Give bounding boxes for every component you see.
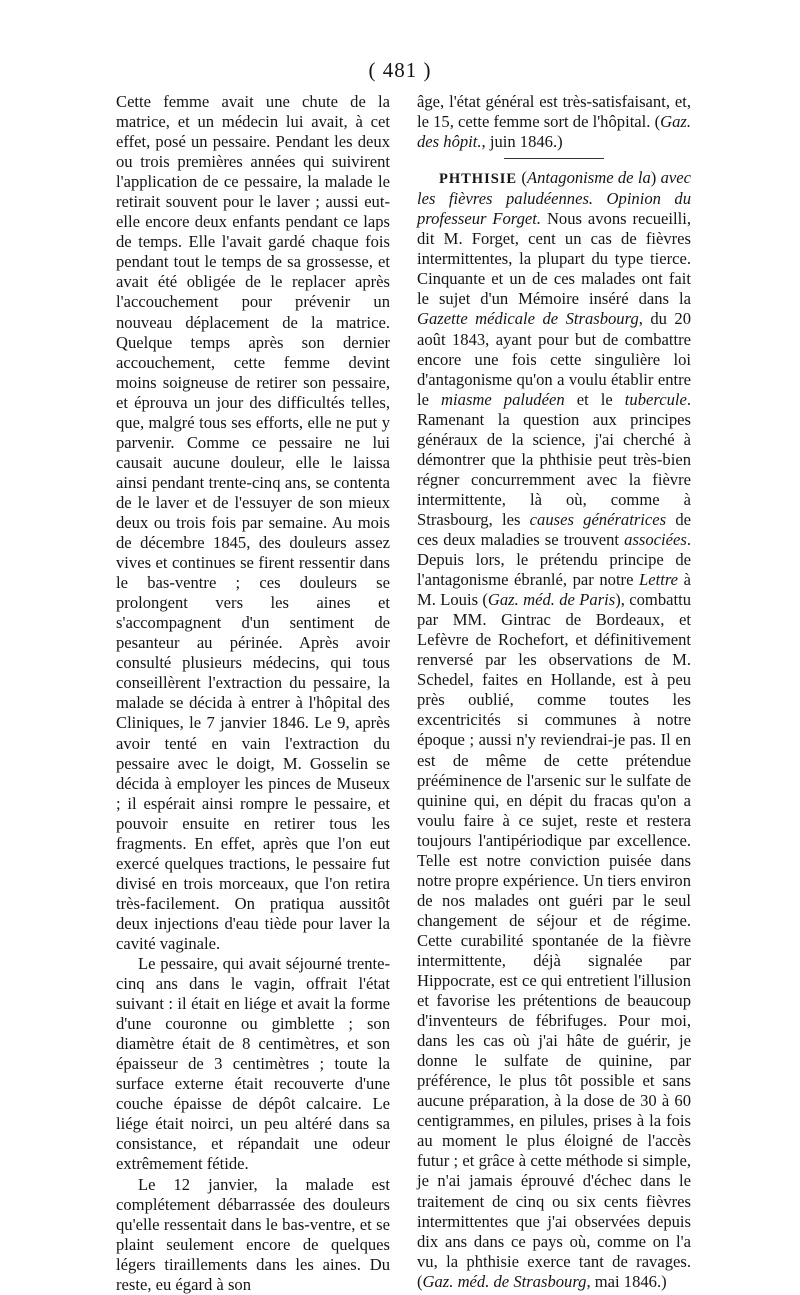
right-column — [417, 92, 691, 1292]
left-column — [116, 92, 390, 1295]
citation: Gaz. méd. de Strasbourg — [422, 1271, 587, 1291]
text-run: , mai 1846.) — [586, 1271, 667, 1291]
text-run: . Ramenant la question aux principes généraux de la science, j'ai cherché à démontrer que la phthisie peut très-bien régner concurremment avec la fièvre intermittente, là où, comme à Strasbourg, les — [417, 389, 692, 529]
article-phthisie — [417, 168, 691, 1292]
text-run: , juin 1846.) — [481, 132, 563, 152]
paragraph-pessary-description: Le pessaire, qui avait séjourné trente-cinq ans dans le vagin, offrait l'état suivant : il était en liége et avait la forme d'une couronne ou gimblette ; son diamètre était de 8 centimètres, et son épaisseur de 3 centimètres ; toute la surface externe était recouverte d'une couche épaisse de dépôt calcaire. Le liége était noirci, un peu altéré dans sa consistance, et répandait une odeur extrêmement fétide. — [116, 954, 390, 1174]
italic-run: causes génératrices — [529, 509, 667, 529]
italic-run: Lettre — [639, 570, 679, 590]
text-run: ( — [517, 168, 527, 188]
italic-run: tubercule — [624, 389, 687, 409]
text-run: Nous avons recueilli, dit M. Forget, cent un cas de fièvres intermittentes, la plupart du type tierce. Cinquante et un de ces malades ont fait le sujet d'un Mémoire inséré dans la — [417, 209, 691, 309]
italic-run: Gaz. méd. de Paris — [487, 590, 616, 610]
text-run: ), combattu par MM. Gintrac de Bordeaux, et Lefèvre de Rochefort, et définitivement renversé par les observations de M. Schedel, faites en Hollande, est à peu près oublié, comme toutes les excentricités si communes à notre époque ; aussi n'y reviendrai-je pas. Il en est de même de cette prétendue prééminence de l'arsenic sur le sulfate de quinine qui, en dépit du fracas qu'on a voulu faire à ce sujet, reste et restera toujours l'antipériodique par excellence. Telle est notre conviction puisée dans notre propre expérience. Un tiers environ de nos malades ont guéri par le seul changement de séjour et de régime. Cette curabilité spontanée de la fièvre intermittente, déjà signalée par Hippocrate, est ce qui entretient l'illusion et favorise les prétentions de beaucoup d'inventeurs de fébrifuges. Pour moi, dans les cas où j'ai hâte de guérir, je donne le sulfate de quinine, par préférence, le plus tôt possible et sans aucune préparation, à la dose de 30 à 60 centigrammes, en pilules, prises à la fois au moment le plus éloigné de l'accès futur ; et grâce à cette méthode si simple, je n'ai jamais éprouvé d'échec dans le traitement de cinq ou six cents fièvres intermittentes que j'ai observées depuis dix ans dans ce pays où, comme on l'a vu, la phthisie exerce tant de ravages. ( — [417, 590, 691, 1291]
paragraph-case-history: Cette femme avait une chute de la matrice, et un médecin lui avait, à cet effet, posé un pessaire. Pendant les deux ou trois premières années qui suivirent l'application de ce pessaire, la malade le retirait souvent pour le laver ; aussi eut-elle encore deux enfants pendant ce laps de temps. Elle l'avait gardé chaque fois pendant tout le temps de sa grossesse, et avait été obligée de le replacer après l'accouchement pour prévenir un nouveau déplacement de la matrice. Quelque temps après son dernier accouchement, cette femme devint moins soigneuse de retirer son pessaire, et éprouva un jour des difficultés telles, que, malgré tous ses efforts, elle ne put y parvenir. Comme ce pessaire ne lui causait aucune douleur, elle le laissa ainsi pendant trente-cinq ans, se contenta de le laver et de l'essuyer de son mieux deux ou trois fois par semaine. Au mois de décembre 1845, des douleurs assez vives et continues se firent ressentir dans le bas-ventre ; ces douleurs se prolongent vers les aines et s'accompagnent d'un sentiment de pesanteur au périnée. Après avoir consulté plusieurs médecins, qui tous conseillèrent l'extraction du pessaire, la malade se décida à entrer à l'hôpital des Cliniques, le 7 janvier 1846. Le 9, après avoir tenté en vain l'extraction du pessaire avec le doigt, M. Gosselin se décida à employer les pinces de Museux ; il espérait ainsi rompre le pessaire, et pouvoir ensuite en retirer tous les fragments. En effet, après que l'on eut exercé quelques tractions, le pessaire fut divisé en trois morceaux, que l'on retira très-facilement. On pratiqua aussitôt deux injections d'eau tiède pour laver la cavité vaginale. — [116, 92, 390, 953]
text-run: . Depuis lors, le prétendu principe de l'antagonisme ébranlé, par notre — [417, 529, 691, 590]
page-number: ( 481 ) — [368, 58, 432, 82]
article-title: Antagonisme de la — [526, 168, 651, 188]
text-run: et le — [564, 389, 625, 409]
section-divider — [504, 158, 604, 159]
paragraph-outcome: Le 12 janvier, la malade est complétement débarrassée des douleurs qu'elle ressentait dans le bas-ventre, et se plaint seulement encore de quelques légers tiraillements dans les aines. Du reste, eu égard à son — [116, 1174, 390, 1294]
italic-run: Gazette médicale de Strasbourg — [417, 309, 639, 329]
text-run: de ces deux maladies se trouvent — [417, 509, 692, 549]
text-run: âge, l'état général est très-satisfaisant, et, le 15, cette femme sort de l'hôpital. ( — [417, 92, 691, 132]
text-run: ) — [650, 168, 661, 188]
article-heading: PHTHISIE — [439, 171, 518, 188]
paragraph-discharge — [417, 92, 691, 152]
italic-run: miasme paludéen — [441, 389, 565, 409]
article-subtitle: avec les fièvres paludéennes. Opinion du professeur Forget. — [417, 168, 691, 229]
citation: Gaz. des hôpit. — [417, 112, 691, 152]
text-run: , du 20 août 1843, ayant pour but de combattre encore une fois cette singulière loi d'antagonisme qu'on a voulu établir entre le — [417, 309, 691, 409]
text-run: à M. Louis ( — [417, 570, 692, 610]
italic-run: associées — [624, 529, 687, 549]
